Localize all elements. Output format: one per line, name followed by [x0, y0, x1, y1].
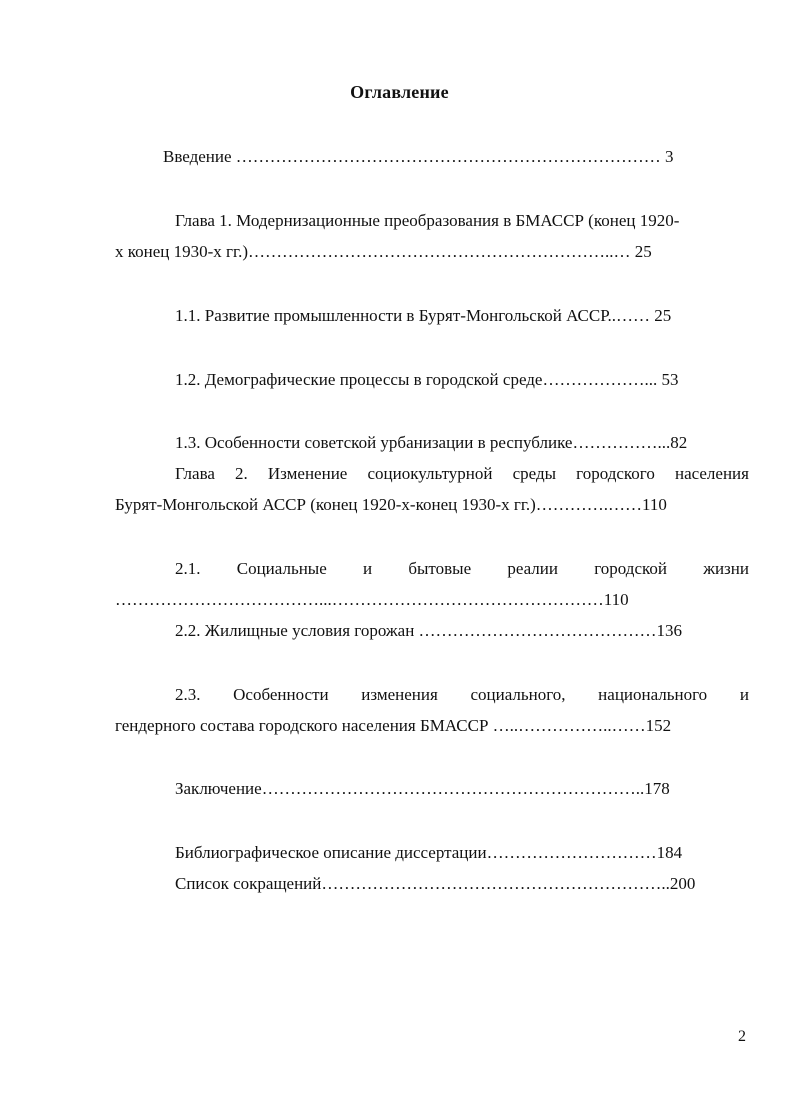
toc-word: 2.3.	[175, 685, 201, 704]
toc-word: 2.1.	[175, 559, 201, 578]
toc-word: реалии	[507, 559, 558, 578]
toc-entry-chapter-1-line-1: Глава 1. Модернизационные преобразования в БМАССР (конец 1920-	[175, 211, 680, 230]
toc-word: социального,	[470, 685, 566, 704]
page-number: 2	[738, 1028, 746, 1045]
toc-word: городского	[576, 464, 655, 483]
toc-entry-chapter-2-line-2: Бурят-Монгольской АССР (конец 1920-х-конец 1930-х гг.)………….……110	[115, 495, 667, 514]
toc-entry-chapter-2-line-1	[175, 463, 749, 485]
toc-word: национального	[598, 685, 708, 704]
toc-entry-bibliography: Библиографическое описание диссертации…………………………184	[175, 843, 683, 862]
toc-entry-abbreviations: Список сокращений……………………………………………………..200	[175, 874, 696, 893]
toc-entry-section-2-1-line-2: ………………………………...…………………………………………110	[115, 590, 629, 609]
toc-word: социокультурной	[367, 464, 493, 483]
toc-word: 2.	[235, 464, 248, 483]
toc-word: и	[363, 559, 373, 578]
toc-word: Социальные	[236, 559, 327, 578]
toc-word: бытовые	[408, 559, 472, 578]
toc-entry-section-2-3-line-1	[175, 684, 749, 706]
toc-entry-section-1-2: 1.2. Демографические процессы в городской среде………………... 53	[175, 370, 679, 389]
toc-entry-section-1-1: 1.1. Развитие промышленности в Бурят-Монгольской АССР..…… 25	[175, 306, 672, 325]
toc-entry-chapter-1-line-2: х конец 1930-х гг.)………………………………………………………..… 25	[115, 242, 652, 261]
toc-word: среды	[512, 464, 557, 483]
toc-entry-section-1-3: 1.3. Особенности советской урбанизации в республике……………...82	[175, 433, 688, 452]
toc-word: городской	[594, 559, 667, 578]
toc-entry-introduction: Введение ………………………………………………………………… 3	[163, 147, 674, 166]
toc-entry-section-2-1-line-1	[175, 558, 749, 580]
toc-word: и	[739, 685, 749, 704]
toc-word: Изменение	[267, 464, 348, 483]
toc-entry-section-2-2: 2.2. Жилищные условия горожан ……………………………………136	[175, 621, 683, 640]
toc-word: Особенности	[233, 685, 329, 704]
page-title: Оглавление	[350, 82, 449, 102]
toc-word: населения	[674, 464, 749, 483]
toc-entry-section-2-3-line-2: гендерного состава городского населения БМАССР …..……………..……152	[115, 716, 672, 735]
toc-entry-conclusion: Заключение…………………………………………………………..178	[175, 779, 670, 798]
toc-word: жизни	[703, 559, 749, 578]
toc-word: изменения	[361, 685, 438, 704]
toc-word: Глава	[175, 464, 215, 483]
